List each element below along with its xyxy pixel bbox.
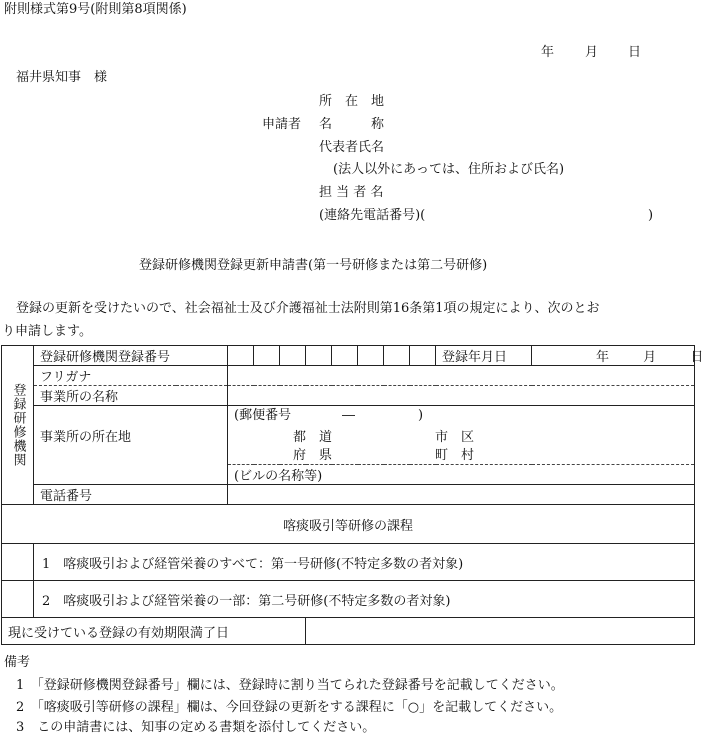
reg-number-digit-6[interactable]: [358, 346, 384, 366]
office-name-field[interactable]: [228, 386, 695, 406]
building-label-spacer: [34, 465, 228, 485]
reg-date-year: 年: [596, 350, 610, 365]
furigana-row: [2, 366, 695, 386]
furigana-field[interactable]: [228, 366, 695, 386]
side-label: 登録研修機関: [10, 383, 26, 467]
form-number: 附則様式第9号(附則第8項関係): [4, 2, 187, 17]
reg-number-digit-1[interactable]: [228, 346, 254, 366]
date-day: 日: [628, 45, 642, 60]
reg-number-digit-4[interactable]: [306, 346, 332, 366]
course-header: 喀痰吸引等研修の課程: [2, 505, 695, 544]
reg-number-digit-8[interactable]: [410, 346, 436, 366]
phone-field[interactable]: [228, 485, 695, 505]
shiku-top: 市 区: [435, 430, 475, 445]
course-1-label: 1 喀痰吸引および経管栄養のすべて：第一号研修(不特定多数の者対象): [34, 544, 695, 581]
side-label-cell: [2, 346, 34, 505]
office-address-field[interactable]: [228, 406, 695, 465]
building-label: (ビルの名称等): [234, 469, 323, 484]
reg-number-digit-3[interactable]: [280, 346, 306, 366]
building-row: [2, 465, 695, 485]
date-year: 年: [541, 45, 555, 60]
office-name-label: 事業所の名称: [34, 386, 228, 406]
expiry-label: 現に受けている登録の有効期限満了日: [2, 618, 306, 645]
applicant-role-label: 申請者: [262, 117, 302, 132]
furigana-label: フリガナ: [34, 366, 228, 386]
postal-close: ): [418, 408, 424, 423]
note-item-3: 3 この申請書には、知事の定める書類を添付してください。: [16, 720, 376, 735]
reg-number-digit-7[interactable]: [384, 346, 410, 366]
course-2-label: 2 喀痰吸引および経管栄養の一部：第二号研修(不特定多数の者対象): [34, 581, 695, 618]
postal-dash: ―: [342, 408, 356, 423]
office-name-row: [2, 386, 695, 406]
notes-heading: 備考: [4, 655, 31, 670]
addressee: 福井県知事 様: [16, 70, 108, 85]
applicant-rep-label: 代表者氏名: [319, 140, 385, 155]
todofuken-bottom: 府 県: [293, 448, 333, 463]
applicant-contact-label: 担 当 者 名: [319, 185, 384, 200]
expiry-field[interactable]: [306, 618, 695, 645]
application-table: [1, 345, 703, 645]
phone-label: 電話番号: [34, 485, 228, 505]
course-row-2: [2, 581, 695, 618]
body-line-2: り申請します。: [2, 324, 92, 339]
building-field[interactable]: [228, 465, 695, 485]
office-address-row: [2, 406, 695, 465]
reg-date-label: 登録年月日: [436, 346, 532, 366]
course-header-row: [2, 505, 695, 544]
shiku-bottom: 町 村: [435, 448, 475, 463]
course-2-check[interactable]: [2, 581, 34, 618]
phone-row: [2, 485, 695, 505]
course-row-1: [2, 544, 695, 581]
note-item-2: 2 「喀痰吸引等研修の課程」欄は、今回登録の更新をする課程に「○」を記載してください。: [16, 700, 563, 715]
expiry-row: [2, 618, 695, 645]
reg-number-digit-2[interactable]: [254, 346, 280, 366]
reg-number-digit-5[interactable]: [332, 346, 358, 366]
applicant-address-label: 所 在 地: [319, 94, 385, 109]
date-month: 月: [585, 45, 599, 60]
office-address-label: 事業所の所在地: [34, 406, 228, 465]
reg-number-label: 登録研修機関登録番号: [34, 346, 228, 366]
applicant-name-label: 名 称: [319, 117, 385, 132]
applicant-rep-note: (法人以外にあっては、住所および氏名): [333, 162, 565, 177]
document-title: 登録研修機関登録更新申請書(第一号研修または第二号研修): [139, 258, 488, 273]
reg-number-row: [2, 346, 695, 366]
reg-date-month: 月: [643, 350, 657, 365]
reg-date-day: 日: [690, 350, 703, 365]
note-item-1: 1 「登録研修機関登録番号」欄には、登録時に割り当てられた登録番号を記載してください。: [16, 678, 564, 693]
applicant-phone-close: ): [648, 208, 654, 223]
body-line-1: 登録の更新を受けたいので、社会福祉士及び介護福祉士法附則第16条第1項の規定により、次のとお: [16, 301, 600, 316]
applicant-phone-label: (連絡先電話番号)(: [319, 208, 426, 223]
postal-label: (郵便番号: [234, 408, 292, 423]
course-1-check[interactable]: [2, 544, 34, 581]
reg-date-field[interactable]: [532, 346, 703, 366]
todofuken-top: 都 道: [293, 430, 333, 445]
